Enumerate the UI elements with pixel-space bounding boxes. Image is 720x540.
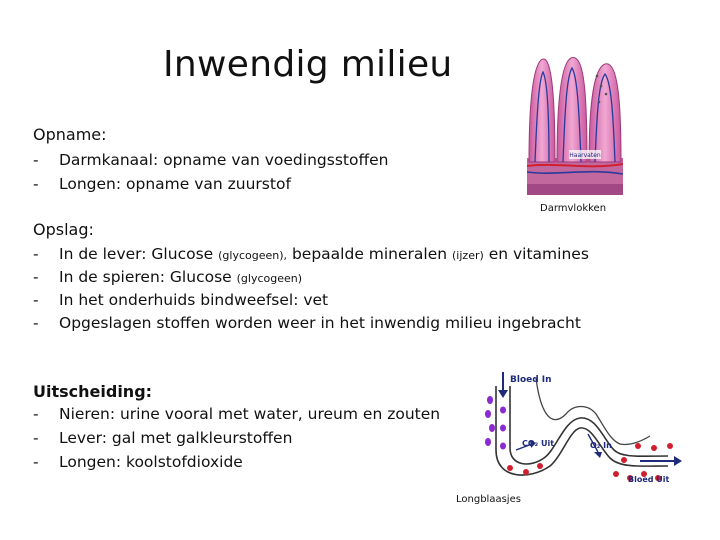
opname-item-2 [33,175,291,193]
opslag-item-note: (glycogeen), [218,249,288,262]
opname-item-text: Darmkanaal: opname van voedingsstoffen [59,151,389,169]
uitscheiding-item-2 [33,429,292,447]
capillary-inner-wall [510,386,668,464]
uitscheiding-item-text: Longen: koolstofdioxide [59,453,243,471]
blood-in-arrowhead [498,390,508,398]
blood-cell [537,463,543,469]
opslag-item-text: In het onderhuids bindweefsel: vet [59,291,329,309]
bullet-dash: - [33,175,39,193]
blood-out-label: Bloed Uit [628,475,670,484]
opslag-item-text: en vitamines [483,245,589,263]
opslag-item-4 [33,314,581,332]
uitscheiding-item-text: Nieren: urine vooral met water, ureum en zouten [59,405,441,423]
bullet-dash: - [33,245,39,263]
blood-cell [667,443,673,449]
alveoli-caption: Longblaasjes [456,494,521,505]
opname-item-text: Longen: opname van zuurstof [59,175,291,193]
opslag-heading-text: Opslag [33,220,89,239]
opslag-item-1 [33,245,589,263]
opslag-item-text: In de spieren: Glucose [59,268,237,286]
o2-label: O₂ In [590,441,612,450]
blood-cell [621,457,627,463]
bullet-dash: - [33,291,39,309]
nutrient-dot [596,75,599,78]
opname-item-1 [33,151,389,169]
opslag-item-2 [33,268,302,286]
blood-out-arrowhead [674,456,682,466]
blood-cell [651,445,657,451]
blood-cell [500,443,506,450]
blood-cell [487,396,493,404]
page-title: Inwendig milieu [163,44,453,85]
bullet-dash: - [33,429,39,447]
nutrient-dot [600,85,603,88]
bullet-dash: - [33,268,39,286]
blood-cell [500,425,506,432]
villus-3 [589,64,621,162]
blood-cell [489,424,495,432]
alveoli-illustration [470,370,690,490]
bullet-dash: - [33,453,39,471]
blood-cell [523,469,529,475]
villus-2 [557,57,587,162]
blood-cell [500,407,506,414]
bullet-dash: - [33,314,39,332]
nutrient-dot [598,101,601,104]
blood-cell [485,410,491,418]
co2-label: CO₂ Uit [522,439,555,448]
uitscheiding-heading: Uitscheiding: [33,382,153,401]
opname-heading-text: Opname [33,125,102,144]
uitscheiding-item-3 [33,453,243,471]
uitscheiding-item-1 [33,405,440,423]
blood-in-label: Bloed In [510,375,552,385]
opslag-item-text: Opgeslagen stoffen worden weer in het inwendig milieu ingebracht [59,314,581,332]
blood-cell [507,465,513,471]
opname-colon: : [101,125,107,144]
o2-arrowhead [594,452,602,458]
opslag-item-text: In de lever: Glucose [59,245,219,263]
blood-cell [485,438,491,446]
opslag-item-note: (glycogeen) [236,272,303,285]
opslag-item-note: (ijzer) [452,249,484,262]
bullet-dash: - [33,405,39,423]
haarvaten-label: Haarvaten [569,152,601,159]
villi-caption: Darmvlokken [540,203,607,214]
opslag-item-3 [33,291,328,309]
blood-cell [635,443,641,449]
nutrient-dot [605,93,608,96]
bullet-dash: - [33,151,39,169]
villi-muscle-layer [527,184,623,195]
opslag-heading [33,220,94,239]
blood-cell [613,471,619,477]
opslag-colon: : [88,220,94,239]
villi-illustration [527,50,623,195]
opslag-item-text: bepaalde mineralen [287,245,453,263]
opname-heading [33,125,107,144]
uitscheiding-item-text: Lever: gal met galkleurstoffen [59,429,293,447]
